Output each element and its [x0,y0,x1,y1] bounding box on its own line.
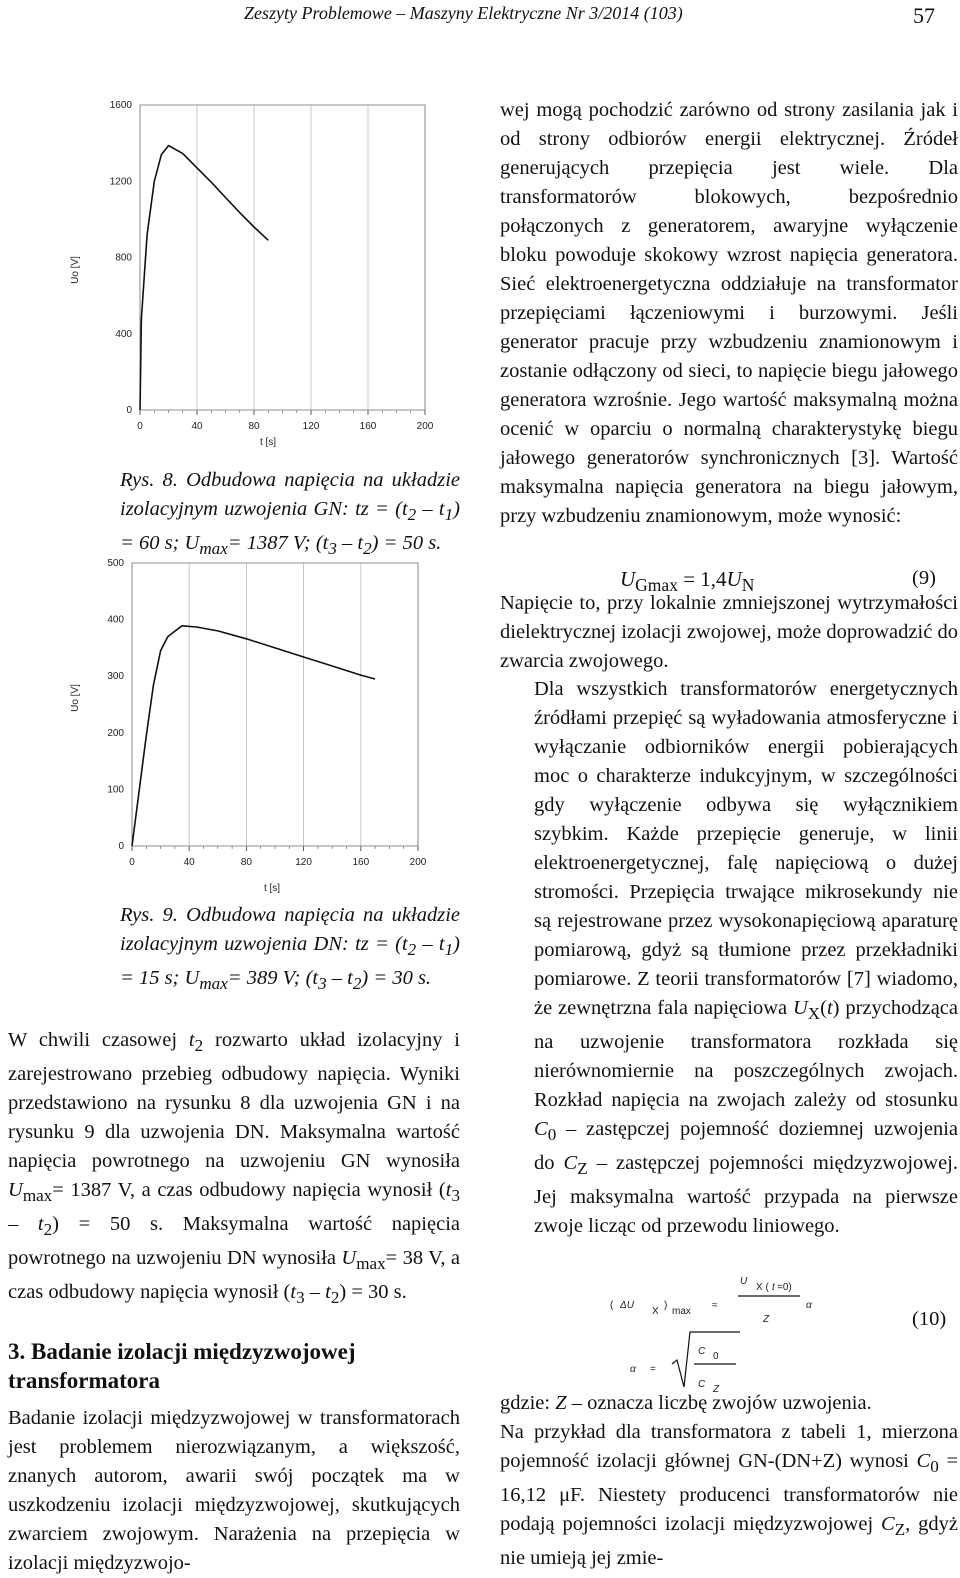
svg-text:t: t [772,1282,775,1293]
equation-10 [610,1262,860,1394]
y-tick-label: 1200 [109,176,132,188]
x-tick-label: 0 [129,857,135,868]
svg-text:X: X [652,1306,659,1317]
x-tick-label: 0 [137,421,143,432]
x-tick-label: 200 [416,421,434,432]
paragraph-results: W chwili czasowej $t_2$ rozwarto układ izolacyjny i zarejestrowano przebieg odbudowy napięcia. Wyniki przedstawiono na rysunku 8 dla uzwojenia GN i na rysunku 9 dla uzwojenia DN. Maksymalna wartość napięcia powrotnego na uzwojeniu GN wynosiła $U_{max}= 1387$ V, a czas odbudowy napięcia wynosił $(t_3 - t_2) = 50$ s. Maksymalna wartość napięcia powrotnego na uzwojeniu DN wynosiła $U_{max}= 38$ V, a czas odbudowy napięcia wynosił $(t_3 - t_2) = 30$ s. [8,1029,460,1308]
x-tick-label: 40 [183,857,195,868]
x-tick-label: 160 [352,857,370,868]
svg-text:(: ( [610,1300,614,1311]
series-line [140,146,268,410]
paragraph-example: Na przykład dla transformatora z tabeli 1, mierzona pojemność izolacji głównej GN-(DN+Z) wynosi $C_0 = 16,12$ μF. Niestety producenci transformatorów nie podają pojemności izolacji międzyzwojowej $C_Z$, gdyż nie umieją jej zmie- [500,1421,959,1570]
y-tick-label: 100 [107,784,124,796]
x-tick-label: 80 [248,421,260,432]
y-tick-label: 500 [107,558,124,569]
svg-text:Z: Z [763,1314,770,1325]
svg-text:X (: X ( [756,1282,769,1293]
y-tick-label: 400 [107,614,124,626]
plot-frame [132,563,418,846]
paragraph-interturn: Badanie izolacji międzyzwojowej w transformatorach jest problemem nierozwiązanym, a większość, znanych autorom, awarii swój początek ma w uszkodzeniu izolacji międzyzwojowej, skutkujących zwarciem zwojowym. Narażenia na przepięcia w izolacji międzyzwojo- [8,1407,460,1574]
x-tick-label: 160 [359,421,377,432]
page-number: 57 [913,3,935,28]
figure-9-chart [60,548,460,898]
svg-text:α: α [806,1300,812,1311]
paragraph-atmospheric: Dla wszystkich transformatorów energetycznych źródłami przepięć są wyładowania atmosferyczne i wyłączanie odbiorników energii pobierających moc o charakterze indukcyjnym, w szczególności gdy wyłączenie odbywa się wyłącznikiem szybkim. Każde przepięcie generuje, w linii elektroenergetycznej, falę napięciową o dużej stromości. Przepięcia trwające mikrosekundy nie są rejestrowane przez wysokonapięciową aparaturę pomiarową, gdyż są tłumione przez przekładniki pomiarowe. Z teorii transformatorów [7] wiadomo, że zewnętrzna fala napięciowa $U_X(t)$ przychodząca na uzwojenie transformatora rozkłada się nierównomiernie na poszczególnych zwojach. Rozkład napięcia na zwojach zależy od stosunku $C_0$ – zastępczej pojemność doziemnej uzwojenia do $C_Z$ – zastępczej pojemności międzyzwojowej. Jej maksymalna wartość przypada na pierwsze zwoje licząc od przewodu liniowego. [534,678,958,1238]
svg-text:≈: ≈ [712,1300,718,1311]
y-tick-label: 1600 [109,100,132,111]
paragraph-turn-short: Napięcie to, przy lokalnie zmniejszonej wytrzymałości dielektrycznej izolacji zwojowej, może doprowadzić do zwarcia zwojowego. [500,592,958,672]
svg-text:Z: Z [713,1384,720,1395]
svg-text:=0): =0) [777,1282,792,1293]
y-tick-label: 300 [107,671,124,683]
svg-text:C: C [698,1346,706,1357]
y-axis-label: Uo [V] [70,684,81,712]
svg-text:=: = [650,1364,656,1375]
y-tick-label: 200 [107,727,124,739]
x-tick-label: 80 [240,857,252,868]
equation-10-number: (10) [912,1308,947,1330]
paragraph-where: gdzie: Z – oznacza liczbę zwojów uzwojenia. [500,1392,872,1414]
figure-8-caption: Rys. 8. Odbudowa napięcia na układzie izolacyjnym uzwojenia GN: tz = $(t_2 - t_1) = 60$ s; $U_{max}= 1387$ V; $(t_3 - t_2) = 50$ s. [120,469,460,559]
journal-title: Zeszyty Problemowe – Maszyny Elektryczne Nr 3/2014 (103) [244,3,683,23]
series-line [132,626,375,846]
x-tick-label: 120 [295,857,312,868]
svg-text:ΔU: ΔU [620,1300,634,1311]
page-header [0,0,960,36]
equation-9-number: (9) [912,567,936,589]
svg-text:max: max [672,1306,691,1317]
equation-9: $U_{Gmax} = 1,4U_N$ [620,567,755,596]
x-axis-label: t [s] [259,437,277,448]
x-tick-label: 200 [409,857,427,868]
x-tick-label: 120 [302,421,320,432]
figure-9-caption: Rys. 9. Odbudowa napięcia na układzie izolacyjnym uzwojenia DN: tz = $(t_2 - t_1) = 15$ s; $U_{max}= 389$ V; $(t_3 - t_2) = 30$ s. [120,904,460,994]
x-tick-label: 40 [191,421,203,432]
paragraph-overvoltage-sources: wej mogą pochodzić zarówno od strony zasilania jak i od strony odbiorów energii elektrycznej. Źródeł generujących przepięcia jest wiele. Dla transformatorów blokowych, bezpośrednio połączonych z generatorem, awaryjne wyłączenie bloku powoduje skokowy wzrost napięcia generatora. Sieć elektroenergetyczna oddziałuje na transformator przepięciami łączeniowymi i burzowymi. Jeśli generator pracuje przy wzbudzeniu znamionowym i zostanie odłączony od sieci, to napięcie biegu jałowego generatora wzrośnie. Jego wartość maksymalną można ocenić w oparciu o normalną charakterystykę biegu jałowego generatorów synchronicznych [3]. Wartość maksymalna napięcia generatora na biegu jałowym, przy wzbudzeniu znamionowym, może wynosić: [500,99,958,527]
y-axis-label: Uo [V] [70,256,81,284]
plot-frame [140,105,425,410]
svg-text:): ) [664,1300,668,1311]
y-tick-label: 0 [126,405,132,416]
x-axis-label: t [s] [263,883,281,894]
figure-8-chart [60,85,460,455]
y-tick-label: 0 [118,841,124,852]
svg-text:α: α [630,1364,636,1375]
y-tick-label: 400 [115,328,132,340]
section-heading: 3. Badanie izolacji międzyzwojowej transformatora [8,1339,356,1393]
svg-text:U: U [740,1276,748,1287]
svg-text:C: C [698,1379,706,1390]
svg-text:0: 0 [713,1351,719,1362]
y-tick-label: 800 [115,252,132,264]
